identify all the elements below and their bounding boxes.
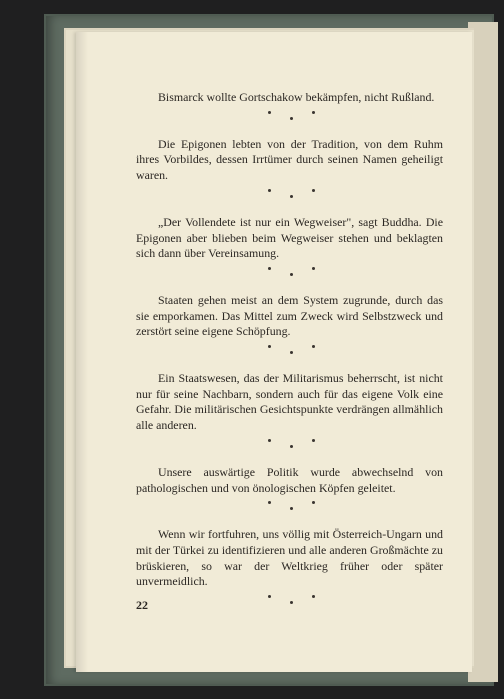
section-divider <box>136 106 443 137</box>
aphorism-paragraph: Staaten gehen meist an dem System zugrunde, durch das sie emporkamen. Das Mittel zum Zweck wird Selbstzweck und zerstört seine eigene Schöpfung. <box>136 292 443 339</box>
aphorism-paragraph: Die Epigonen lebten von der Tradition, von dem Ruhm ihres Vorbildes, dessen Irrtümer durch seinen Namen geheiligt waren. <box>136 136 443 183</box>
page-text <box>136 90 443 621</box>
aphorism-paragraph: Unsere auswärtige Politik wurde abwechselnd von pathologischen und von önologischen Köpfen geleitet. <box>136 464 443 495</box>
section-divider <box>136 262 443 293</box>
aphorism-paragraph: Wenn wir fortfuhren, uns völlig mit Österreich-Ungarn und mit der Türkei zu identifizieren und alle anderen Großmächte zu brüskieren, so war der Weltkrieg früher oder später unvermeidlich. <box>136 527 443 589</box>
section-divider <box>136 496 443 527</box>
section-divider <box>136 340 443 371</box>
section-divider <box>136 184 443 215</box>
spine-shadow <box>76 32 88 672</box>
aphorism-paragraph: Ein Staatswesen, das der Militarismus beherrscht, ist nicht nur für seine Nachbarn, sondern auch für das eigene Volk eine Gefahr. Die militärischen Gesichtspunkte verdrängen allmählich alle anderen. <box>136 371 443 433</box>
section-divider <box>136 434 443 465</box>
aphorism-paragraph: Bismarck wollte Gortschakow bekämpfen, nicht Rußland. <box>158 90 435 104</box>
section-divider <box>136 590 443 621</box>
page-number: 22 <box>136 598 148 612</box>
aphorism-paragraph: „Der Vollendete ist nur ein Wegweiser", sagt Buddha. Die Epigonen aber blieben beim Wegweiser stehen und beklagten sich dann über Vereinsamung. <box>136 214 443 261</box>
